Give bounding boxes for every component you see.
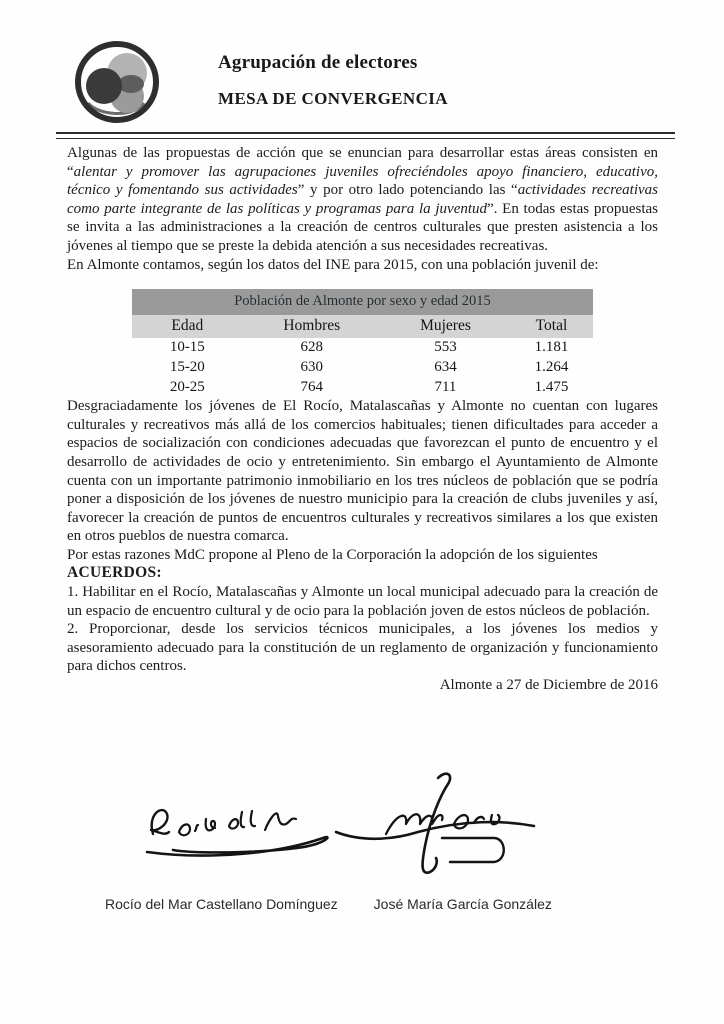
org-title-block — [218, 52, 448, 109]
org-name: Agrupación de electores — [218, 52, 418, 73]
plain-text: ” y por otro lado potenciando las “ — [297, 182, 518, 199]
document-body — [67, 144, 658, 695]
signatory-name-right: José María García González — [373, 896, 552, 912]
acuerdo-item-1: 1. Habilitar en el Rocío, Matalascañas y Almonte un local municipal adecuado para la creación de un espacio de encuentro cultural y de ocio para la población joven de estos núcleos de población. — [67, 584, 658, 619]
column-header: Hombres — [283, 316, 341, 334]
table-cell: 1.475 — [534, 378, 569, 395]
org-subname: MESA DE CONVERGENCIA — [218, 89, 448, 108]
paragraph-proposals — [67, 144, 658, 256]
signatory-names — [67, 896, 658, 912]
signature-jose-maria-garcia — [322, 768, 552, 886]
population-table-wrap — [132, 289, 593, 397]
acuerdos-heading: ACUERDOS: — [67, 564, 162, 582]
column-header: Total — [535, 316, 568, 334]
header-divider — [56, 132, 675, 139]
letterhead — [0, 0, 724, 132]
column-header: Edad — [171, 316, 204, 334]
table-cell: 15-20 — [169, 358, 205, 375]
population-table — [132, 289, 593, 397]
table-cell: 628 — [300, 339, 324, 356]
date-line: Almonte a 27 de Diciembre de 2016 — [439, 677, 658, 694]
table-cell: 634 — [434, 358, 457, 375]
table-cell: 1.264 — [534, 358, 569, 375]
table-cell: 20-25 — [169, 378, 205, 395]
table-row — [132, 338, 593, 358]
quoted-italic-text: actividades recreativas como parte integrante de las políticas y programas para la juventud — [67, 182, 658, 217]
paragraph-situation: Desgraciadamente los jóvenes de El Rocío, Matalascañas y Almonte no cuentan con lugares culturales y recreativos más allá de los comercios habituales; tienen dificultades para acceder a espacios de socialización con condiciones adecuadas que favorezcan el punto de encuentro y el desarrollo de actividades de ocio y entretenimiento. Sin embargo el Ayuntamiento de Almonte cuenta con un importante patrimonio inmobiliario en los tres núcleos de población que se podría poner a disposición de los jóvenes de nuestro municipio para la creación de clubs juveniles y así, favorecer la creación de puntos de encuentros culturales y recreativos similares a los que existen en otros pueblos de nuestra comarca. — [67, 398, 658, 545]
table-cell: 764 — [300, 378, 324, 395]
plain-text: ”. En todas estas propuestas se invita a las administraciones a la creación de centros culturales que presten asistencia a los jóvenes al tiempo que se preste la debida atención a sus necesidades recreativas. — [67, 200, 658, 254]
paragraph-motion: Por estas razones MdC propone al Pleno de la Corporación la adopción de los siguientes — [67, 546, 598, 563]
signatory-name-left: Rocío del Mar Castellano Domínguez — [105, 896, 338, 912]
table-cell: 711 — [434, 378, 457, 395]
table-cell: 553 — [434, 339, 457, 356]
population-table-title: Población de Almonte por sexo y edad 2015 — [132, 289, 593, 315]
mesa-de-convergencia-logo — [70, 37, 164, 129]
paragraph-ine-intro: En Almonte contamos, según los datos del INE para 2015, con una población juvenil de: — [67, 256, 599, 273]
signature-row — [67, 768, 658, 886]
column-header: Mujeres — [420, 316, 471, 334]
table-row — [132, 378, 593, 398]
quoted-italic-text: alentar y promover las agrupaciones juveniles ofreciéndoles apoyo financiero, educativo, técnico y fomentando sus actividades — [67, 163, 658, 199]
table-cell: 630 — [300, 358, 324, 375]
acuerdo-item-2: 2. Proporcionar, desde los servicios técnicos municipales, a los jóvenes los medios y asesoramiento adecuado para la constitución de un reglamento de organización y funcionamiento para dichos centros. — [67, 621, 658, 675]
plain-text: Algunas de las propuestas de acción que se enuncian para desarrollar estas áreas consisten en “ — [67, 145, 658, 180]
table-row — [132, 358, 593, 378]
table-cell: 10-15 — [169, 339, 205, 356]
population-table-body — [132, 338, 593, 397]
population-table-header-row — [132, 315, 593, 339]
table-cell: 1.181 — [534, 339, 569, 356]
